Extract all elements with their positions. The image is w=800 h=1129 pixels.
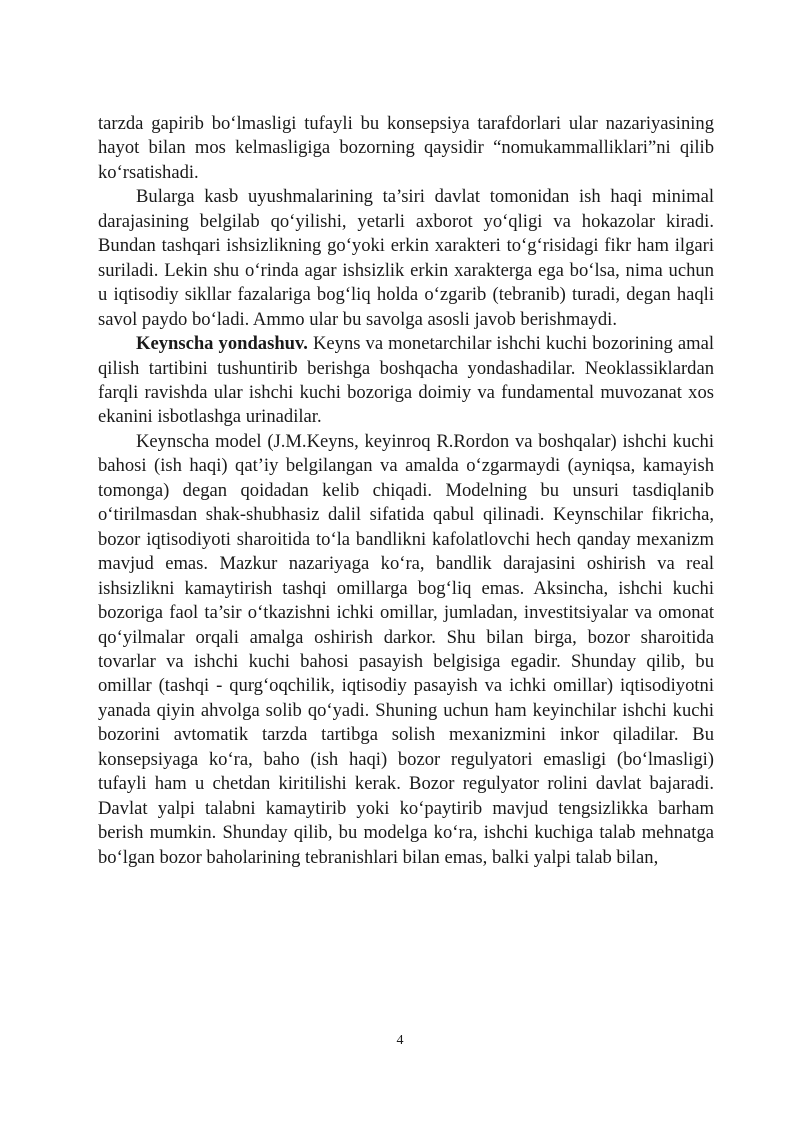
paragraph-continuation: [98, 112, 714, 185]
document-page: [98, 112, 714, 870]
paragraph-text: Keynscha model (J.M.Keyns, keyinroq R.Rordon va boshqalar) ishchi kuchi bahosi (ish haqi) qat’iy belgilangan va amalda o‘zgarmaydi (ayniqsa, kamayish tomonga) degan qoidadan kelib chiqadi. Modelning bu unsuri tasdiqlanib o‘tirilmasdan shak-shubhasiz dalil sifatida qabul qilinadi. Keynschilar fikricha, bozor iqtisodiyoti sharoitida to‘la bandlikni kafolatlovchi hech qanday mexanizm mavjud emas. Mazkur nazariyaga ko‘ra, bandlik darajasini oshirish va real ishsizlikni kamaytirish tashqi omillarga bog‘liq emas. Aksincha, ishchi kuchi bozoriga faol ta’sir o‘tkazishni ichki omillar, jumladan, investitsiyalar va omonat qo‘yilmalar orqali amalga oshirish darkor. Shu bilan birga, bozor sharoitida tovarlar va ishchi kuchi bahosi pasayish belgisiga egadir. Shunday qilib, bu omillar (tashqi - qurg‘oqchilik, iqtisodiy pasayish va ichki omillar) iqtisodiyotni yanada qiyin ahvolga solib qo‘yadi. Shuning uchun ham keyinchilar ishchi kuchi bozorini avtomatik tarzda tartibga solish mexanizmini inkor qiladilar. Bu konsepsiyaga ko‘ra, baho (ish haqi) bozor regulyatori emasligi (bo‘lmasligi) tufayli ham u chetdan kiritilishi kerak. Bozor regulyator rolini davlat bajaradi. Davlat yalpi talabni kamaytirib yoki ko‘paytirib mavjud tengsizlikka barham berish mumkin. Shunday qilib, bu modelga ko‘ra, ishchi kuchiga talab mehnatga bo‘lgan bozor baholarining tebranishlari bilan emas, balki yalpi talab bilan,: [98, 430, 714, 868]
paragraph-factors: [98, 185, 714, 332]
paragraph-text: tarzda gapirib bo‘lmasligi tufayli bu konsepsiya tarafdorlari ular nazariyasining hayot bilan mos kelmasligiga bozorning qaysidir “nomukammalliklari”ni qilib ko‘rsatishadi.: [98, 113, 714, 183]
paragraph-text: Bularga kasb uyushmalarining ta’siri davlat tomonidan ish haqi minimal darajasining belgilab qo‘yilishi, yetarli axborot yo‘qligi va hokazolar kiradi. Bundan tashqari ishsizlikning go‘yoki erkin xarakteri to‘g‘risidagi fikr ham ilgari suriladi. Lekin shu o‘rinda agar ishsizlik erkin xarakterga ega bo‘lsa, nima uchun u iqtisodiy sikllar fazalariga bog‘liq holda o‘zgarib (tebranib) turadi, degan haqli savol paydo bo‘ladi. Ammo ular bu savolga asosli javob berishmaydi.: [98, 186, 714, 330]
paragraph-keynes-model: [98, 430, 714, 870]
page-number: 4: [396, 1033, 404, 1048]
section-heading: Keynscha yondashuv.: [136, 333, 308, 355]
paragraph-text: Keyns va monetarchilar ishchi kuchi bozorining amal qilish tartibini tushuntirib berishga boshqacha yondashadilar. Neoklassiklardan farqli ravishda ular ishchi kuchi bozoriga doimiy va fundamental muvozanat xos ekanini isbotlashga urinadilar.: [98, 333, 714, 428]
paragraph-keynes-approach: [98, 332, 714, 430]
